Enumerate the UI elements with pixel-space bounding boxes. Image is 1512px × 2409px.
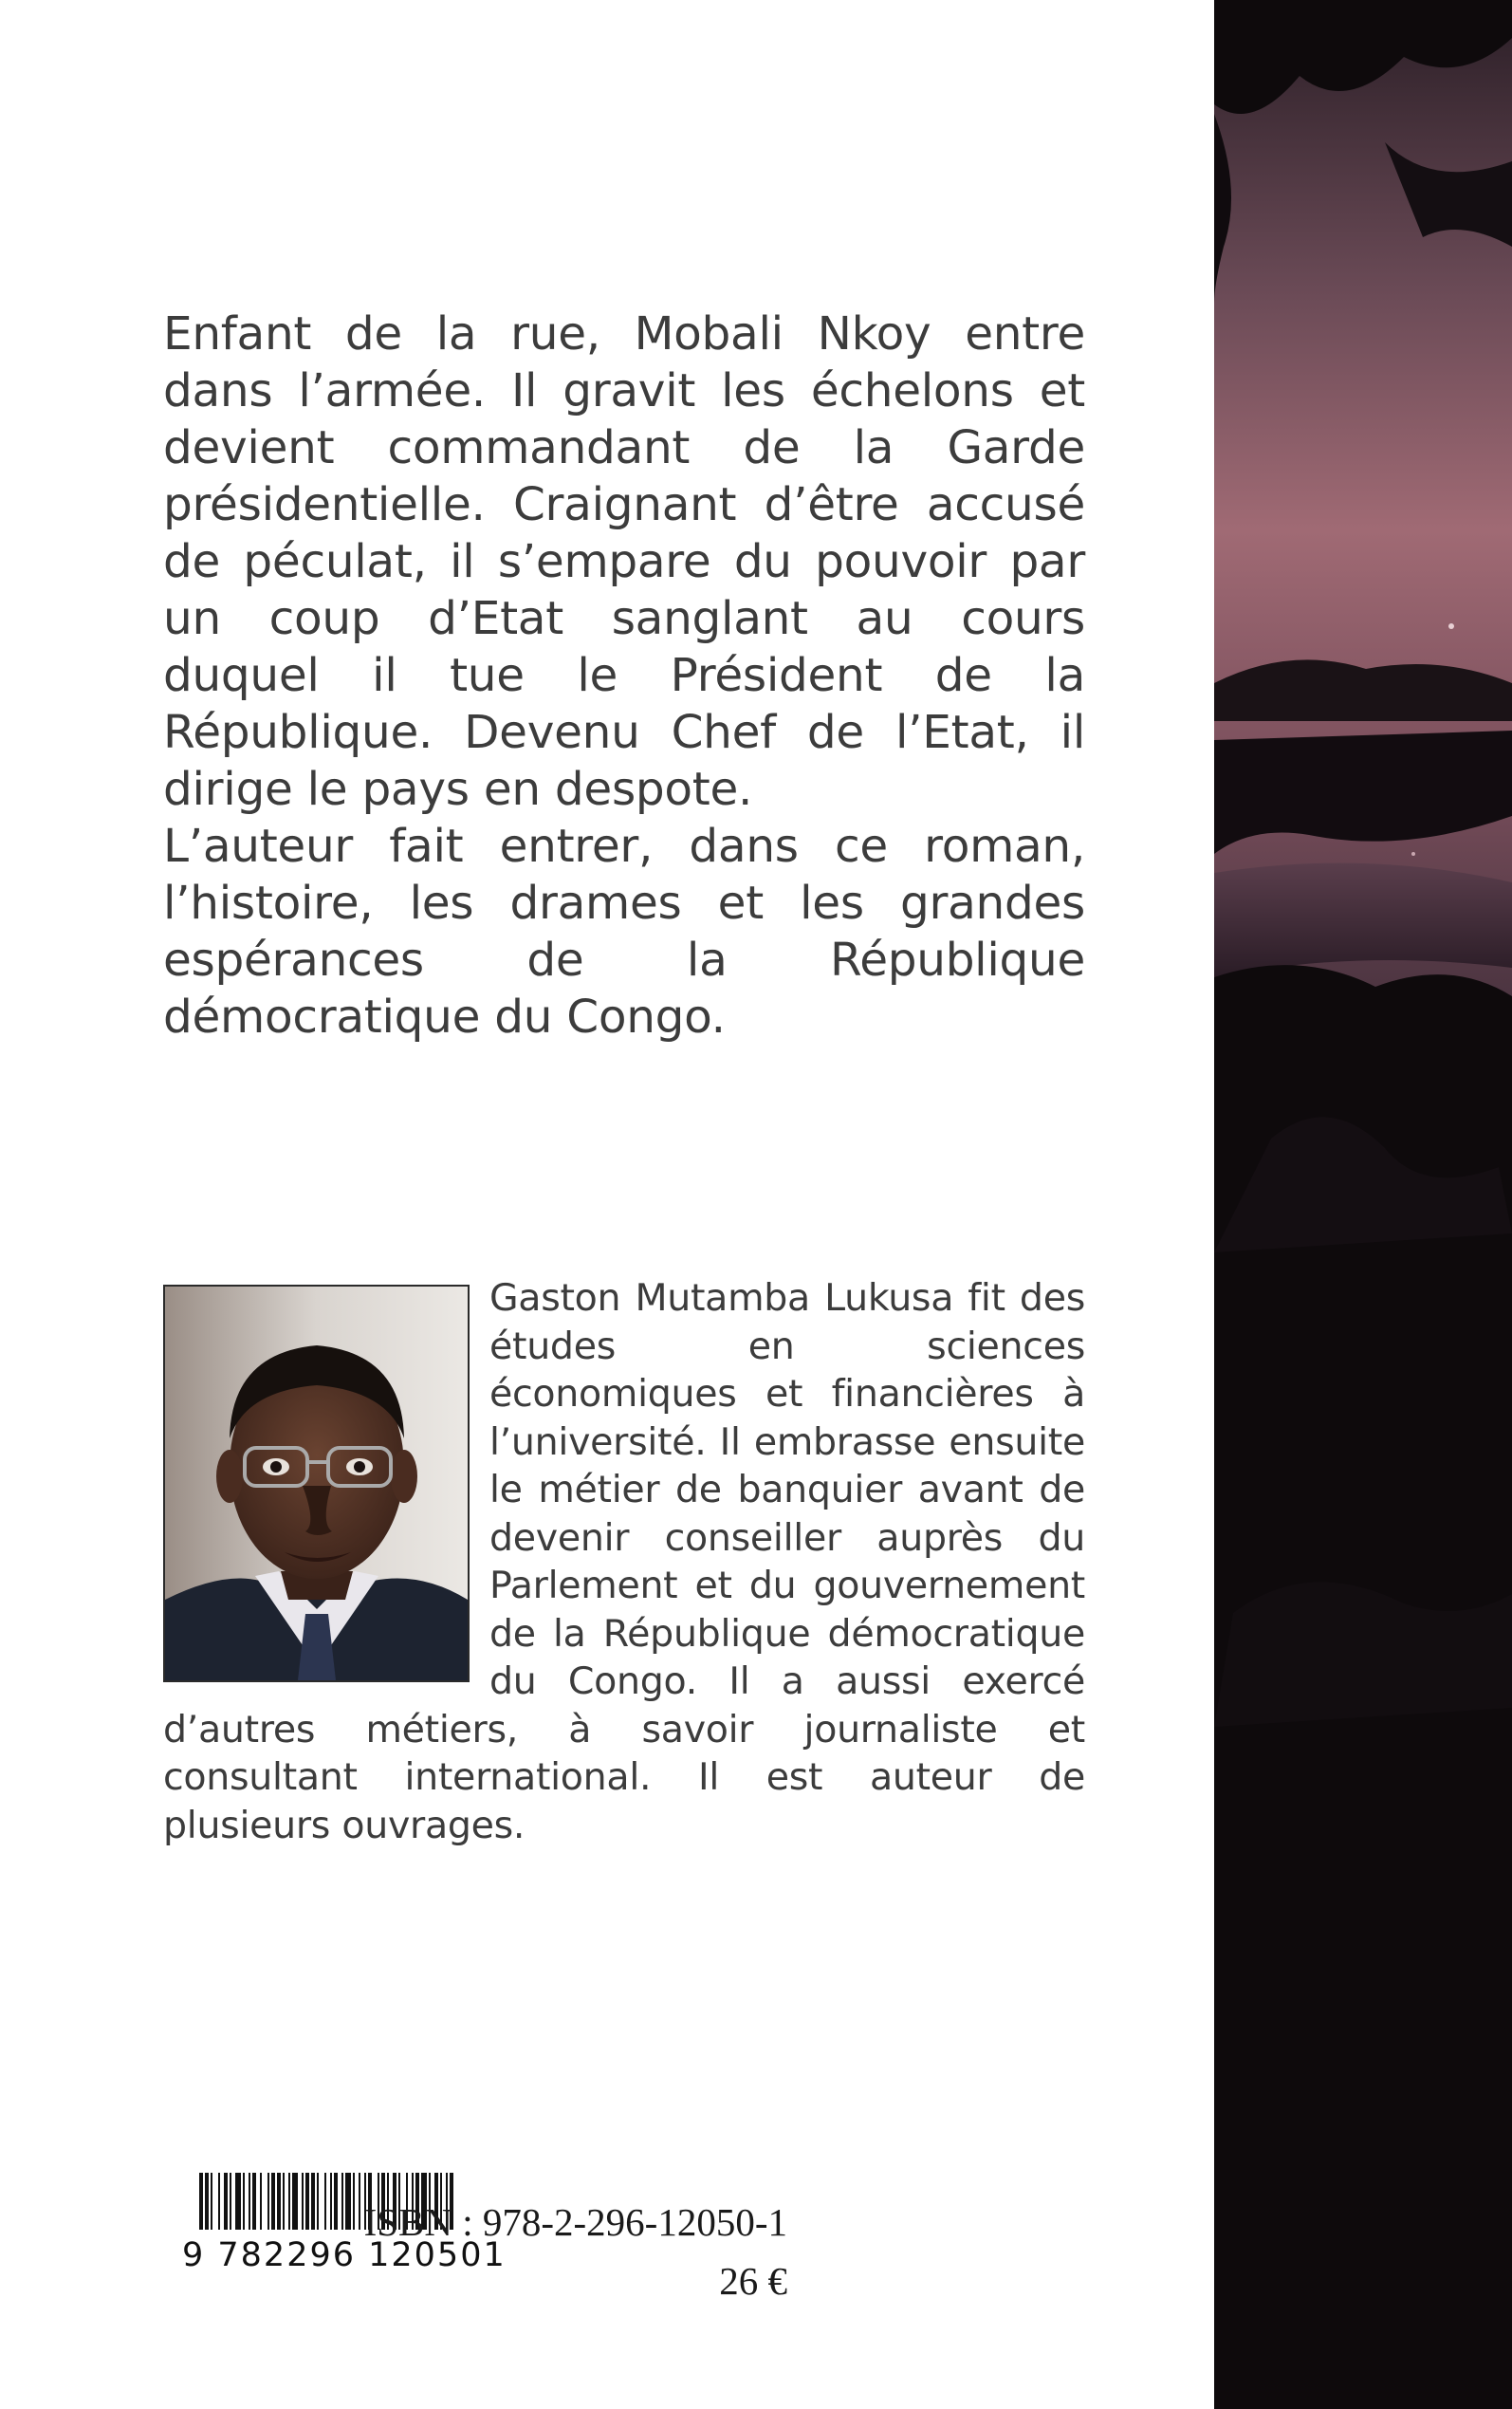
barcode-bar — [267, 2173, 269, 2230]
barcode-bar — [302, 2173, 304, 2230]
barcode-bar — [341, 2173, 343, 2230]
barcode-bar — [345, 2173, 351, 2230]
barcode-bar — [353, 2173, 355, 2230]
synopsis-paragraph-1: Enfant de la rue, Mobali Nkoy entre dans l’armée. Il gravit les échelons et devient commandant de la Garde présidentielle. Craignant d’être accusé de péculat, il s’empare du pouvoir par un coup d’Etat sanglant au cours duquel il tue le Président de la République. Devenu Chef de l’Etat, il dirige le pays en despote. — [163, 307, 1085, 816]
barcode-bar — [243, 2173, 245, 2230]
author-bio — [163, 1274, 1085, 1849]
barcode-bar — [224, 2173, 228, 2230]
barcode-bar — [317, 2173, 319, 2230]
barcode-bar — [205, 2173, 209, 2230]
barcode-bar — [283, 2173, 285, 2230]
barcode-bar — [252, 2173, 256, 2230]
barcode-bar — [235, 2173, 241, 2230]
barcode-bar — [271, 2173, 275, 2230]
barcode-bar — [211, 2173, 212, 2230]
barcode-bar — [230, 2173, 231, 2230]
barcode-bar — [249, 2173, 250, 2230]
isbn: ISBN : 978-2-296-12050-1 — [363, 2200, 787, 2244]
price: 26 € — [719, 2259, 787, 2303]
barcode-bar — [359, 2173, 360, 2230]
synopsis — [163, 306, 1085, 1046]
synopsis-paragraph-2: L’auteur fait entrer, dans ce roman, l’histoire, les drames et les grandes espérances de la République démocratique du Congo. — [163, 820, 1085, 1044]
barcode-bar — [311, 2173, 315, 2230]
cover-spine-photo — [1214, 0, 1512, 2409]
barcode-bar — [288, 2173, 290, 2230]
barcode-bar — [330, 2173, 332, 2230]
barcode-bar — [324, 2173, 326, 2230]
barcode-bar — [292, 2173, 298, 2230]
barcode-digits: 9 782296 120501 — [182, 2236, 507, 2274]
barcode-bar — [218, 2173, 220, 2230]
author-bio-text: Gaston Mutamba Lukusa fit des études en sciences économiques et financières à l’université. Il embrasse ensuite le métier de banquier avant de devenir conseiller auprès du Parlement et du gouvernement de la République démocratique du Congo. Il a aussi exercé d’autres métiers, à savoir journaliste et consultant international. Il est auteur de plusieurs ouvrages. — [163, 1276, 1085, 1847]
barcode-bar — [199, 2173, 203, 2230]
barcode-bar — [260, 2173, 262, 2230]
barcode-bar — [277, 2173, 281, 2230]
barcode-bar — [334, 2173, 338, 2230]
barcode-bar — [305, 2173, 309, 2230]
photo-wrap-space — [163, 1274, 489, 1668]
